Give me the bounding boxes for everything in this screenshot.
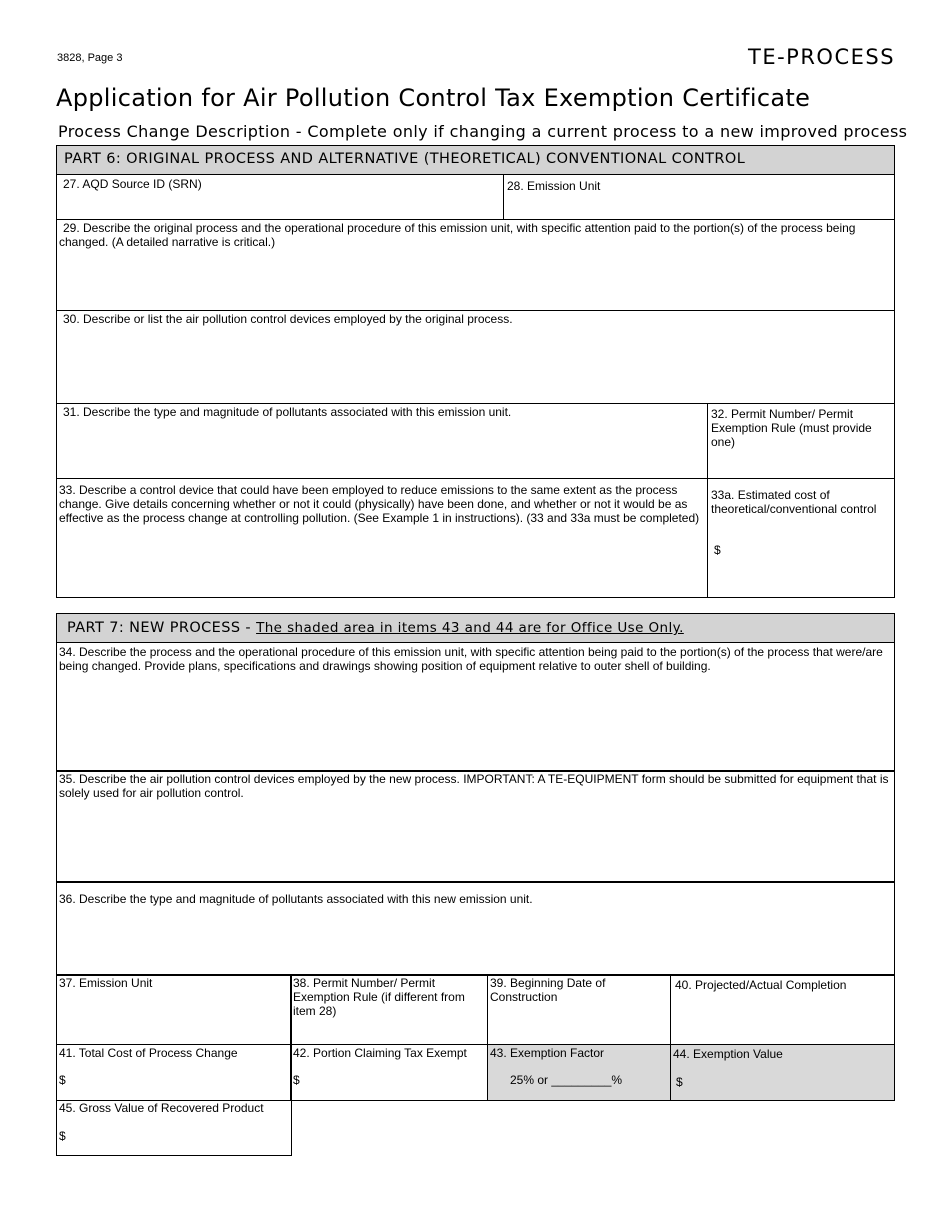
field-38-label: 38. Permit Number/ Permit Exemption Rule (if different from item 28)	[293, 976, 465, 1018]
field-45-currency: $	[59, 1129, 66, 1143]
field-43-exemption-factor	[487, 1044, 671, 1101]
field-42-label: 42. Portion Claiming Tax Exempt	[293, 1046, 467, 1060]
field-41-total-cost[interactable]	[56, 1044, 292, 1101]
field-29-original-process[interactable]	[56, 219, 895, 311]
field-39-label: 39. Beginning Date of Construction	[490, 976, 606, 1004]
field-43-label: 43. Exemption Factor	[490, 1046, 605, 1060]
part7-heading-prefix: PART 7: NEW PROCESS -	[67, 620, 257, 636]
field-40-label: 40. Projected/Actual Completion	[675, 978, 847, 992]
field-31-pollutants[interactable]	[56, 403, 708, 479]
field-37-emission-unit[interactable]	[56, 974, 292, 1045]
field-36-new-pollutants[interactable]	[56, 881, 895, 976]
field-29-label: 29. Describe the original process and the operational procedure of this emission unit, with specific attention paid to the portion(s) of the process being changed. (A detailed narrative is critical.)	[59, 221, 856, 249]
field-35-label: 35. Describe the air pollution control devices employed by the new process. IMPORTANT: A TE-EQUIPMENT form should be submitted for equipment that is solely used for air pollution control.	[59, 772, 889, 800]
form-code: TE-PROCESS	[748, 45, 896, 69]
field-44-currency: $	[676, 1075, 683, 1089]
field-33a-label: 33a. Estimated cost of theoretical/conventional control	[711, 488, 877, 516]
field-33a-estimated-cost[interactable]	[707, 478, 895, 598]
field-33a-currency: $	[714, 543, 721, 557]
field-43-value: 25% or _________%	[510, 1073, 623, 1087]
field-42-tax-exempt-portion[interactable]	[290, 1044, 488, 1101]
field-33-label: 33. Describe a control device that could have been employed to reduce emissions to the same extent as the process change. Give details concerning whether or not it could (physically) have been done, and whether or not it would be as effective as the process change at controlling pollution. (See Example 1 in instructions). (33 and 33a must be completed)	[59, 483, 700, 525]
field-44-label: 44. Exemption Value	[673, 1047, 783, 1061]
field-38-permit-number[interactable]	[290, 974, 488, 1045]
field-41-currency: $	[59, 1073, 66, 1087]
part6-heading: PART 6: ORIGINAL PROCESS AND ALTERNATIVE (THEORETICAL) CONVENTIONAL CONTROL	[64, 151, 746, 167]
field-35-new-control-devices[interactable]	[56, 770, 895, 883]
field-33-theoretical-control[interactable]	[56, 478, 708, 598]
part6-header	[56, 145, 895, 175]
field-45-recovered-product[interactable]	[56, 1100, 292, 1156]
page-reference: 3828, Page 3	[57, 52, 123, 64]
field-30-label: 30. Describe or list the air pollution control devices employed by the original process.	[63, 312, 513, 326]
field-41-label: 41. Total Cost of Process Change	[59, 1046, 238, 1060]
field-27-srn[interactable]	[56, 174, 504, 220]
part7-header	[56, 613, 895, 643]
field-45-label: 45. Gross Value of Recovered Product	[59, 1101, 264, 1115]
field-40-completion-date[interactable]	[670, 974, 895, 1045]
field-32-label: 32. Permit Number/ Permit Exemption Rule (must provide one)	[711, 407, 872, 449]
field-31-label: 31. Describe the type and magnitude of pollutants associated with this emission unit.	[63, 405, 512, 419]
field-39-beginning-date[interactable]	[487, 974, 671, 1045]
field-28-label: 28. Emission Unit	[507, 179, 601, 193]
field-28-emission-unit[interactable]	[503, 174, 895, 220]
part7-heading	[67, 620, 684, 636]
field-27-label: 27. AQD Source ID (SRN)	[63, 177, 202, 191]
field-42-currency: $	[293, 1073, 300, 1087]
field-30-original-control-devices[interactable]	[56, 310, 895, 404]
field-37-label: 37. Emission Unit	[59, 976, 153, 990]
page-subtitle: Process Change Description - Complete only if changing a current process to a new improved process	[58, 122, 908, 141]
field-34-label: 34. Describe the process and the operational procedure of this emission unit, with specific attention being paid to the portion(s) of the process that were/are being changed. Provide plans, specifications and drawings showing position of equipment relative to outer shell of building.	[59, 645, 883, 673]
field-44-exemption-value	[670, 1044, 895, 1101]
field-34-new-process[interactable]	[56, 642, 895, 772]
field-36-label: 36. Describe the type and magnitude of pollutants associated with this new emission unit.	[59, 892, 533, 906]
field-32-permit-number[interactable]	[707, 403, 895, 479]
part7-office-use-note: The shaded area in items 43 and 44 are for Office Use Only.	[256, 620, 684, 636]
page-title: Application for Air Pollution Control Tax Exemption Certificate	[56, 84, 811, 112]
